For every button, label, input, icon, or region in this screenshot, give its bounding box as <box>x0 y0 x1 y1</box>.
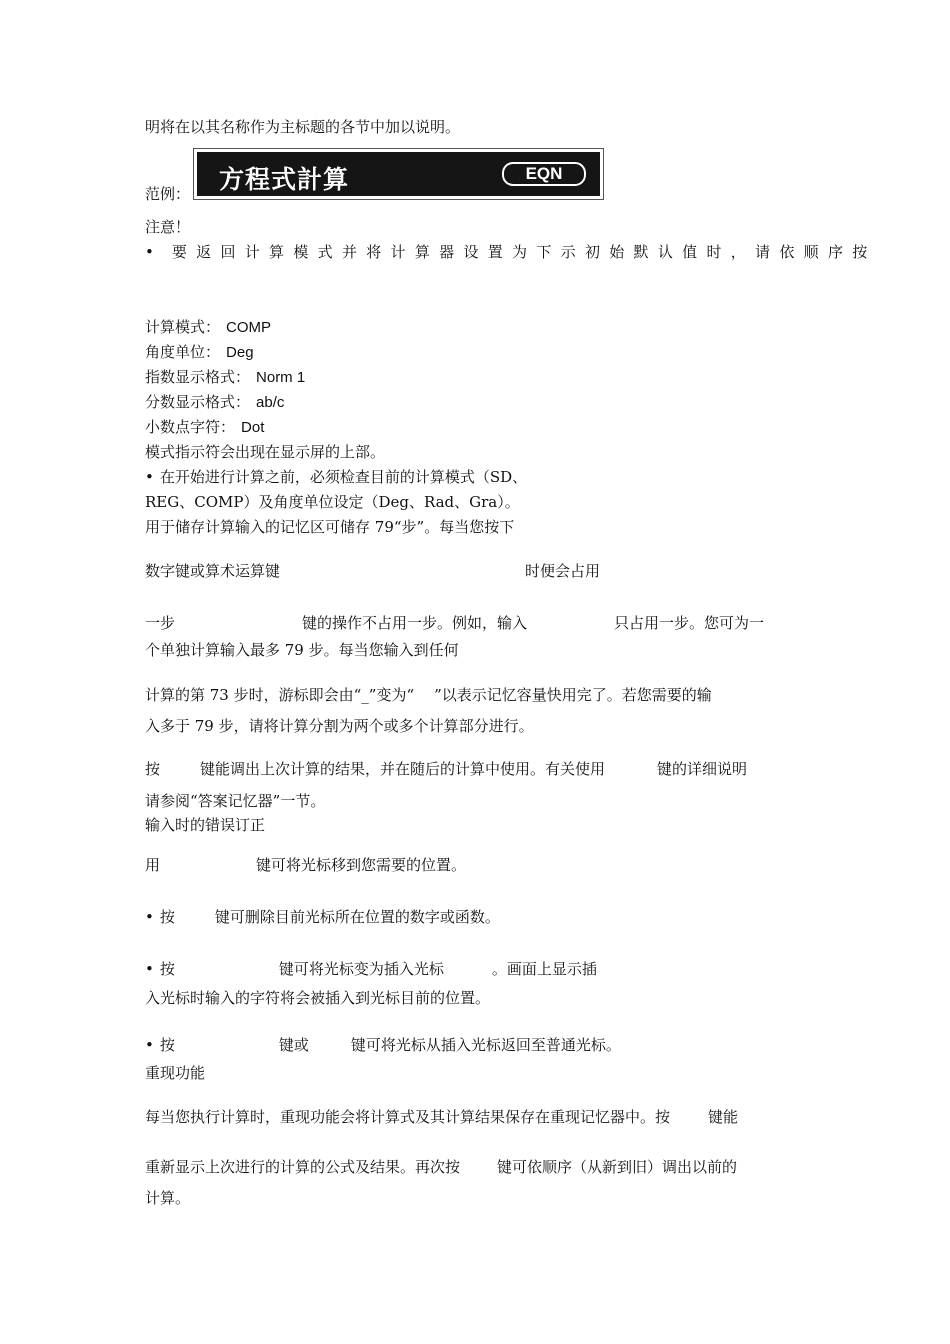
bullet: • <box>145 960 154 978</box>
ans-text: 键的详细说明 <box>657 760 748 778</box>
setting-label: 角度单位： <box>145 343 221 361</box>
setting-value: COMP <box>226 319 272 336</box>
bullet: • <box>145 243 154 261</box>
bullet: • <box>145 1036 154 1054</box>
setting-row <box>145 417 264 438</box>
insert-text: 键可将光标变为插入光标 <box>278 960 444 978</box>
insert-line <box>145 959 597 979</box>
setting-value: ab/c <box>256 394 285 411</box>
mode-indicator-text: 模式指示符会出现在显示屏的上部。 <box>145 443 386 461</box>
cursor-line <box>145 685 712 705</box>
memory-text: 时便会占用 <box>525 562 601 580</box>
cursor-move-line <box>145 855 466 875</box>
replay-text: 重新显示上次进行的计算的公式及结果。再次按 <box>145 1158 461 1176</box>
setting-value: Norm 1 <box>256 369 306 386</box>
example-label: 范例： <box>145 185 191 203</box>
replay-text: 键能 <box>708 1108 739 1126</box>
return-text: 键可将光标从插入光标返回至普通光标。 <box>350 1036 621 1054</box>
check-text: 在开始进行计算之前，必须检查目前的计算模式（SD、 <box>159 468 528 486</box>
return-line <box>145 1035 621 1055</box>
memory-text: 只占用一步。您可为一 <box>614 614 765 632</box>
setting-row <box>145 317 271 338</box>
setting-label: 小数点字符： <box>145 418 236 436</box>
replay-text: 键可依顺序（从新到旧）调出以前的 <box>497 1158 738 1176</box>
setting-label: 指数显示格式： <box>145 368 251 386</box>
ans-text: 键能调出上次计算的结果，并在随后的计算中使用。有关使用 <box>200 760 606 778</box>
memory-text: 一步 <box>145 614 176 632</box>
cursor-move-text: 键可将光标移到您需要的位置。 <box>256 856 467 874</box>
setting-value: Dot <box>241 419 265 436</box>
memory-line: 用于储存计算输入的记忆区可储存 79“步”。每当您按下 <box>145 518 515 536</box>
replay-line-3: 计算。 <box>145 1189 191 1207</box>
cursor-move-text: 用 <box>145 856 161 874</box>
memory-text: 键的操作不占用一步。例如，输入 <box>302 614 528 632</box>
delete-text: 键可删除目前光标所在位置的数字或函数。 <box>214 908 500 926</box>
setting-row <box>145 392 284 413</box>
replay-heading: 重现功能 <box>145 1064 206 1082</box>
setting-row <box>145 342 254 363</box>
setting-row <box>145 367 305 388</box>
ans-line <box>145 759 747 779</box>
bullet: • <box>145 468 154 486</box>
check-line-2: REG、COMP）及角度单位设定（Deg、Rad、Gra）。 <box>145 493 520 511</box>
eqn-mode-badge: EQN <box>502 162 586 186</box>
check-line <box>145 467 527 487</box>
note-text: 要返回计算模式并将计算器设置为下示初始默认值时，请依顺序按 <box>171 243 877 261</box>
note-label: 注意！ <box>145 218 191 236</box>
replay-text: 每当您执行计算时，重现功能会将计算式及其计算结果保存在重现记忆器中。按 <box>145 1108 671 1126</box>
memory-line: 个单独计算输入最多 79 步。每当您输入到任何 <box>145 641 459 659</box>
delete-text: 按 <box>159 908 175 926</box>
insert-text: 。画面上显示插 <box>491 960 597 978</box>
ans-text: 按 <box>145 760 161 778</box>
setting-label: 计算模式： <box>145 318 221 336</box>
return-text: 按 <box>159 1036 175 1054</box>
ans-line-2: 请参阅“答案记忆器”一节。 <box>145 792 326 810</box>
setting-value: Deg <box>226 344 254 361</box>
error-heading: 输入时的错误订正 <box>145 816 266 834</box>
bullet: • <box>145 908 154 926</box>
insert-text: 按 <box>159 960 175 978</box>
cursor-text: ”以表示记忆容量快用完了。若您需要的输 <box>434 686 712 704</box>
banner-background <box>197 152 600 196</box>
return-text: 键或 <box>278 1036 309 1054</box>
banner-title: 方程式計算 <box>219 165 350 194</box>
replay-line <box>145 1107 738 1127</box>
memory-line <box>145 561 600 581</box>
example-banner <box>193 148 604 200</box>
insert-line-2: 入光标时输入的字符将会被插入到光标目前的位置。 <box>145 989 491 1007</box>
cursor-text: 计算的第 73 步时，游标即会由“_”变为“ <box>145 686 415 704</box>
delete-line <box>145 907 500 927</box>
replay-line <box>145 1157 737 1177</box>
intro-line: 明将在以其名称作为主标题的各节中加以说明。 <box>145 118 461 136</box>
memory-text: 数字键或算术运算键 <box>145 562 281 580</box>
setting-label: 分数显示格式： <box>145 393 251 411</box>
cursor-line-2: 入多于 79 步，请将计算分割为两个或多个计算部分进行。 <box>145 717 534 735</box>
memory-line <box>145 613 764 633</box>
note-line <box>145 242 877 262</box>
